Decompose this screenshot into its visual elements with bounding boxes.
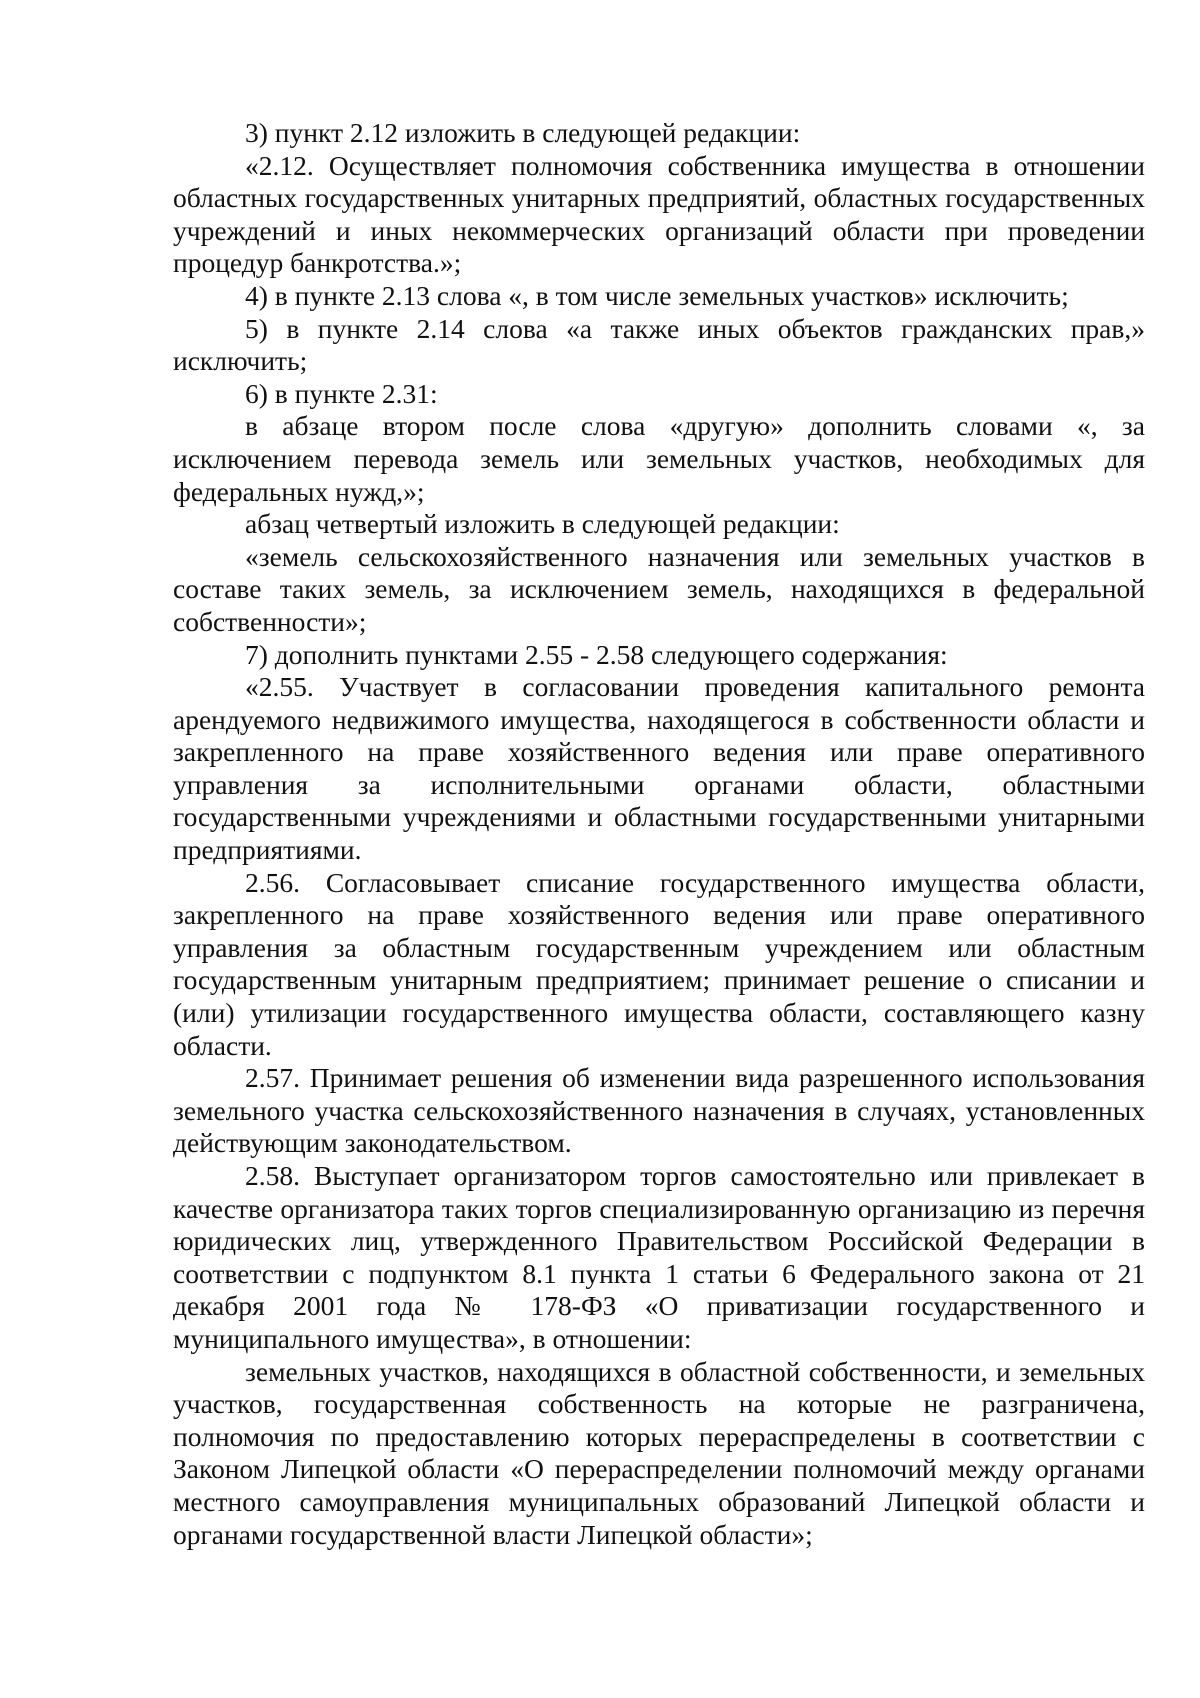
paragraph-item-5: 5) в пункте 2.14 слова «а также иных объектов гражданских прав,» исключить; — [173, 312, 1145, 377]
paragraph-item-3: 3) пункт 2.12 изложить в следующей редакции: — [245, 117, 801, 148]
paragraph-item-7: 7) дополнить пунктами 2.55 - 2.58 следующего содержания: — [245, 638, 948, 670]
paragraph-point-2-12-text: «2.12. Осуществляет полномочия собственника имущества в отношении областных государственных унитарных предприятий, областных государственных учреждений и иных некоммерческих организаций области при проведении процедур банкротства.»; — [173, 149, 1145, 279]
document-page — [173, 117, 1145, 1551]
paragraph-point-2-55: «2.55. Участвует в согласовании проведения капитального ремонта арендуемого недвижимого имущества, находящегося в собственности области и закрепленного на праве хозяйственного ведения или праве оперативного управления за исполнительными органами области, областными государственными учреждениями и областными государственными унитарными предприятиями. — [173, 671, 1145, 866]
paragraph-point-2-56: 2.56. Согласовывает списание государственного имущества области, закрепленного на праве хозяйственного ведения или праве оперативного управления за областным государственным учреждением или областным государственным унитарным предприятием; принимает решение о списании и (или) утилизации государственного имущества области, составляющего казну области. — [173, 866, 1145, 1061]
paragraph-item-6: 6) в пункте 2.31: — [245, 377, 438, 409]
paragraph-item-4: 4) в пункте 2.13 слова «, в том числе земельных участков» исключить; — [245, 279, 1069, 311]
paragraph-point-2-57: 2.57. Принимает решения об изменении вида разрешенного использования земельного участка сельскохозяйственного назначения в случаях, установленных действующим законодательством. — [173, 1062, 1145, 1159]
paragraph-point-2-58: 2.58. Выступает организатором торгов самостоятельно или привлекает в качестве организатора таких торгов специализированную организацию из перечня юридических лиц, утвержденного Правительством Российской Федерации в соответствии с подпунктом 8.1 пункта 1 статьи 6 Федерального закона от 21 декабря 2001 года № 178-ФЗ «О приватизации государственного и муниципального имущества», в отношении: — [173, 1160, 1145, 1354]
paragraph-point-2-58-land: земельных участков, находящихся в областной собственности, и земельных участков, государственная собственность на которые не разграничена, полномочия по предоставлению которых перераспределены в соответствии с Законом Липецкой области «О перераспределении полномочий между органами местного самоуправления муниципальных образований Липецкой области и органами государственной власти Липецкой области»; — [173, 1355, 1145, 1550]
paragraph-item-6-second-abzac: в абзаце втором после слова «другую» дополнить словами «, за исключением перевода земель или земельных участков, необходимых для федеральных нужд,»; — [173, 410, 1145, 507]
paragraph-item-6-fourth-abzac-text: «земель сельскохозяйственного назначения или земельных участков в составе таких земель, за исключением земель, находящихся в федеральной собственности»; — [173, 540, 1145, 637]
paragraph-item-6-fourth-abzac: абзац четвертый изложить в следующей редакции: — [245, 508, 840, 540]
